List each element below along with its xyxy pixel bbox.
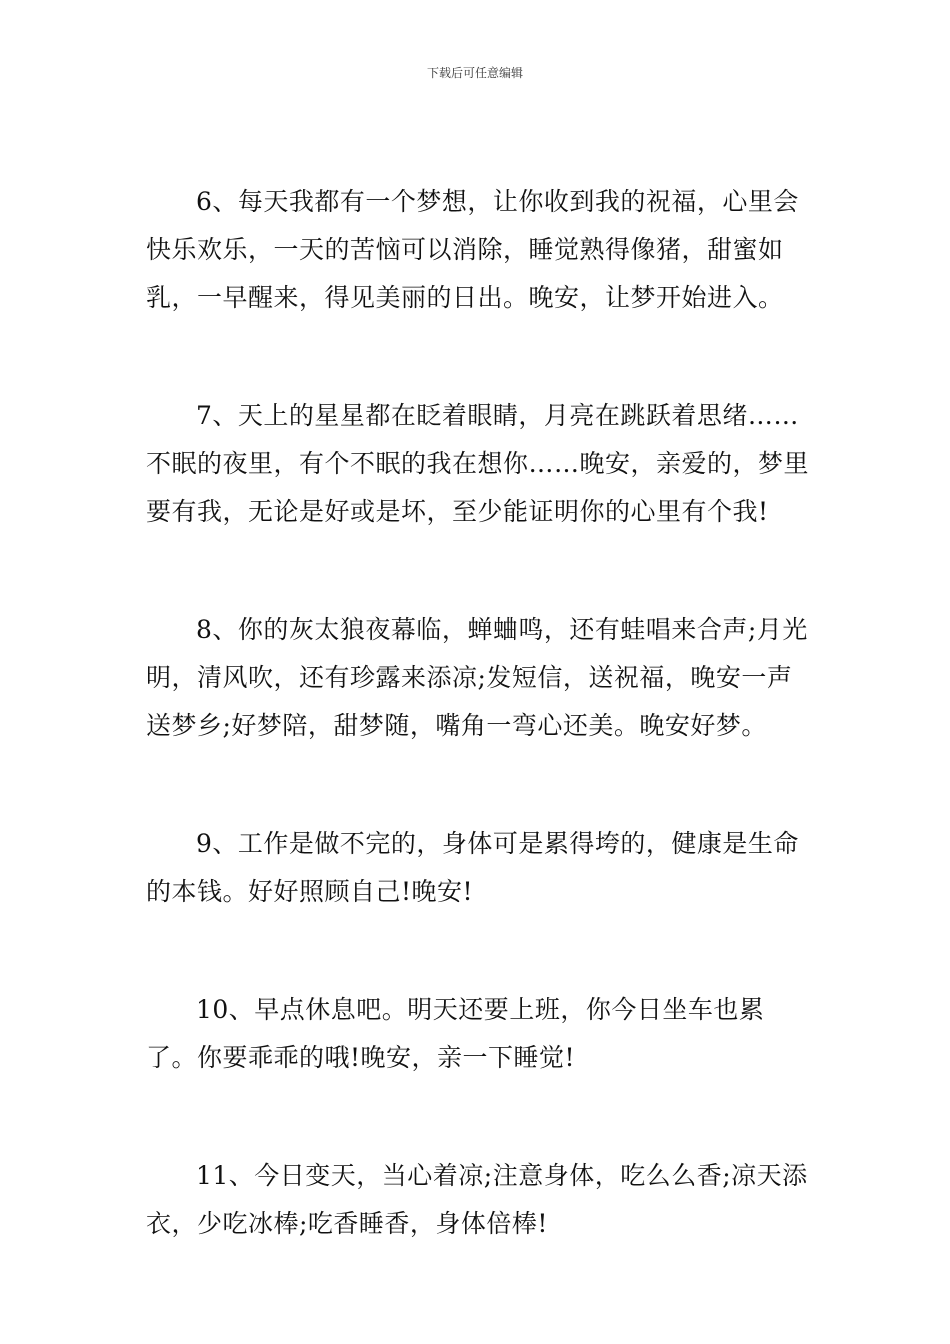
paragraph-11: 11、今日变天，当心着凉;注意身体，吃么么香;凉天添衣，少吃冰棒;吃香睡香，身体倍棒! (146, 1161, 808, 1238)
paragraph-8: 8、你的灰太狼夜幕临，蝉蛐鸣，还有蛙唱来合声;月光明，清风吹，还有珍露来添凉;发短信，送祝福，晚安一声送梦乡;好梦陪，甜梦随，嘴角一弯心还美。晚安好梦。 (146, 615, 808, 740)
page-header: 下载后可任意编辑 (426, 66, 523, 80)
paragraph-7: 7、天上的星星都在眨着眼睛，月亮在跳跃着思绪……不眠的夜里，有个不眠的我在想你……晚安，亲爱的，梦里要有我，无论是好或是坏，至少能证明你的心里有个我! (146, 401, 810, 526)
document-body (146, 178, 814, 1318)
paragraph-9: 9、工作是做不完的，身体可是累得垮的，健康是生命的本钱。好好照顾自己!晚安! (146, 829, 799, 906)
paragraph-6: 6、每天我都有一个梦想，让你收到我的祝福，心里会快乐欢乐，一天的苦恼可以消除，睡觉熟得像猪，甜蜜如乳，一早醒来，得见美丽的日出。晚安，让梦开始进入。 (146, 187, 799, 312)
paragraph-10: 10、早点休息吧。明天还要上班，你今日坐车也累了。你要乖乖的哦!晚安，亲一下睡觉! (146, 995, 765, 1072)
